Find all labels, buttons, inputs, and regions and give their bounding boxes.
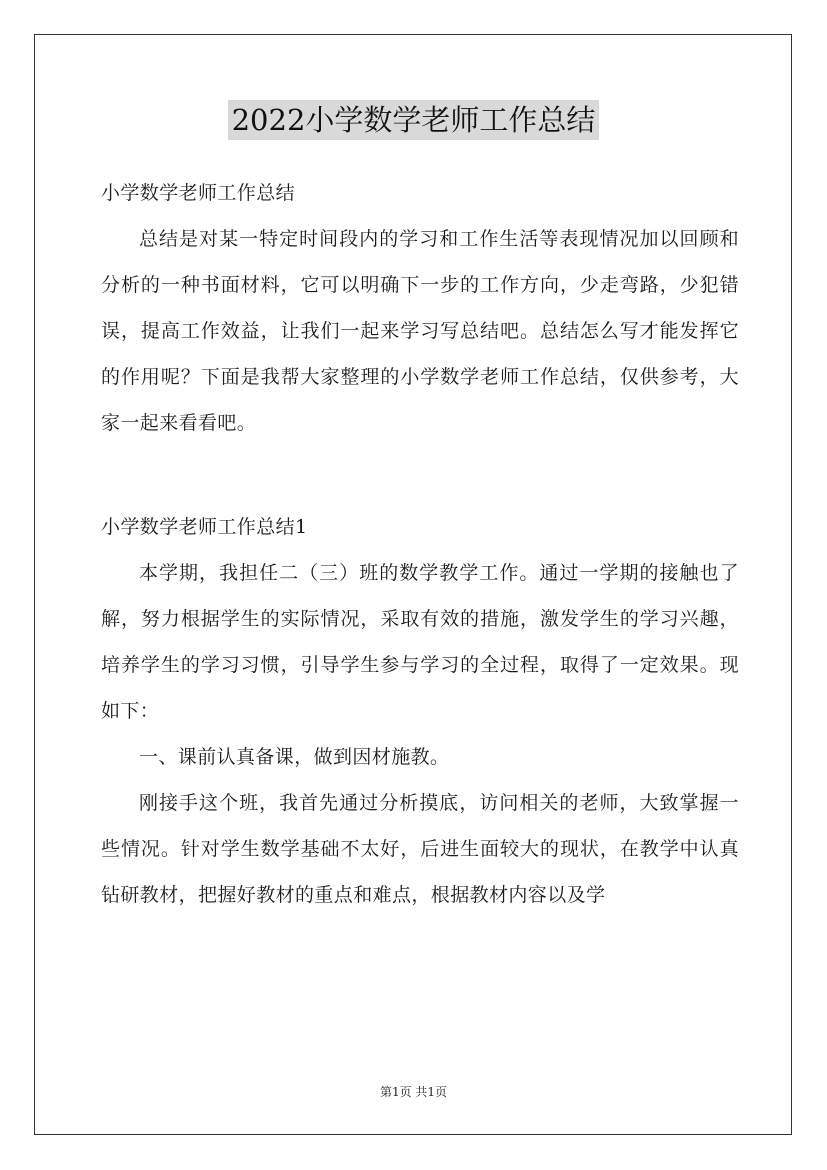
section-paragraph: 本学期，我担任二（三）班的数学教学工作。通过一学期的接触也了解，努力根据学生的实际情况，采取有效的措施，激发学生的学习兴趣，培养学生的学习习惯，引导学生参与学习的全过程，取得了一定效果。现如下：	[101, 562, 739, 722]
intro-paragraph: 总结是对某一特定时间段内的学习和工作生活等表现情况加以回顾和分析的一种书面材料，它可以明确下一步的工作方向，少走弯路，少犯错误，提高工作效益，让我们一起来学习写总结吧。总结怎么写才能发挥它的作用呢？下面是我帮大家整理的小学数学老师工作总结，仅供参考，大家一起来看看吧。	[101, 228, 739, 434]
section-heading: 一、课前认真备课，做到因材施教。	[139, 746, 450, 768]
title-container	[0, 100, 827, 140]
section-title: 小学数学老师工作总结1	[101, 516, 308, 538]
section-paragraph: 刚接手这个班，我首先通过分析摸底，访问相关的老师，大致掌握一些情况。针对学生数学基础不太好，后进生面较大的现状，在教学中认真钻研教材，把握好教材的重点和难点，根据教材内容以及学	[101, 792, 739, 906]
document-body	[101, 170, 739, 918]
section-spacer	[101, 446, 739, 504]
document-title: 2022小学数学老师工作总结	[228, 100, 600, 140]
page-footer: 第1页 共1页	[379, 1085, 448, 1099]
subheading: 小学数学老师工作总结	[101, 182, 296, 204]
